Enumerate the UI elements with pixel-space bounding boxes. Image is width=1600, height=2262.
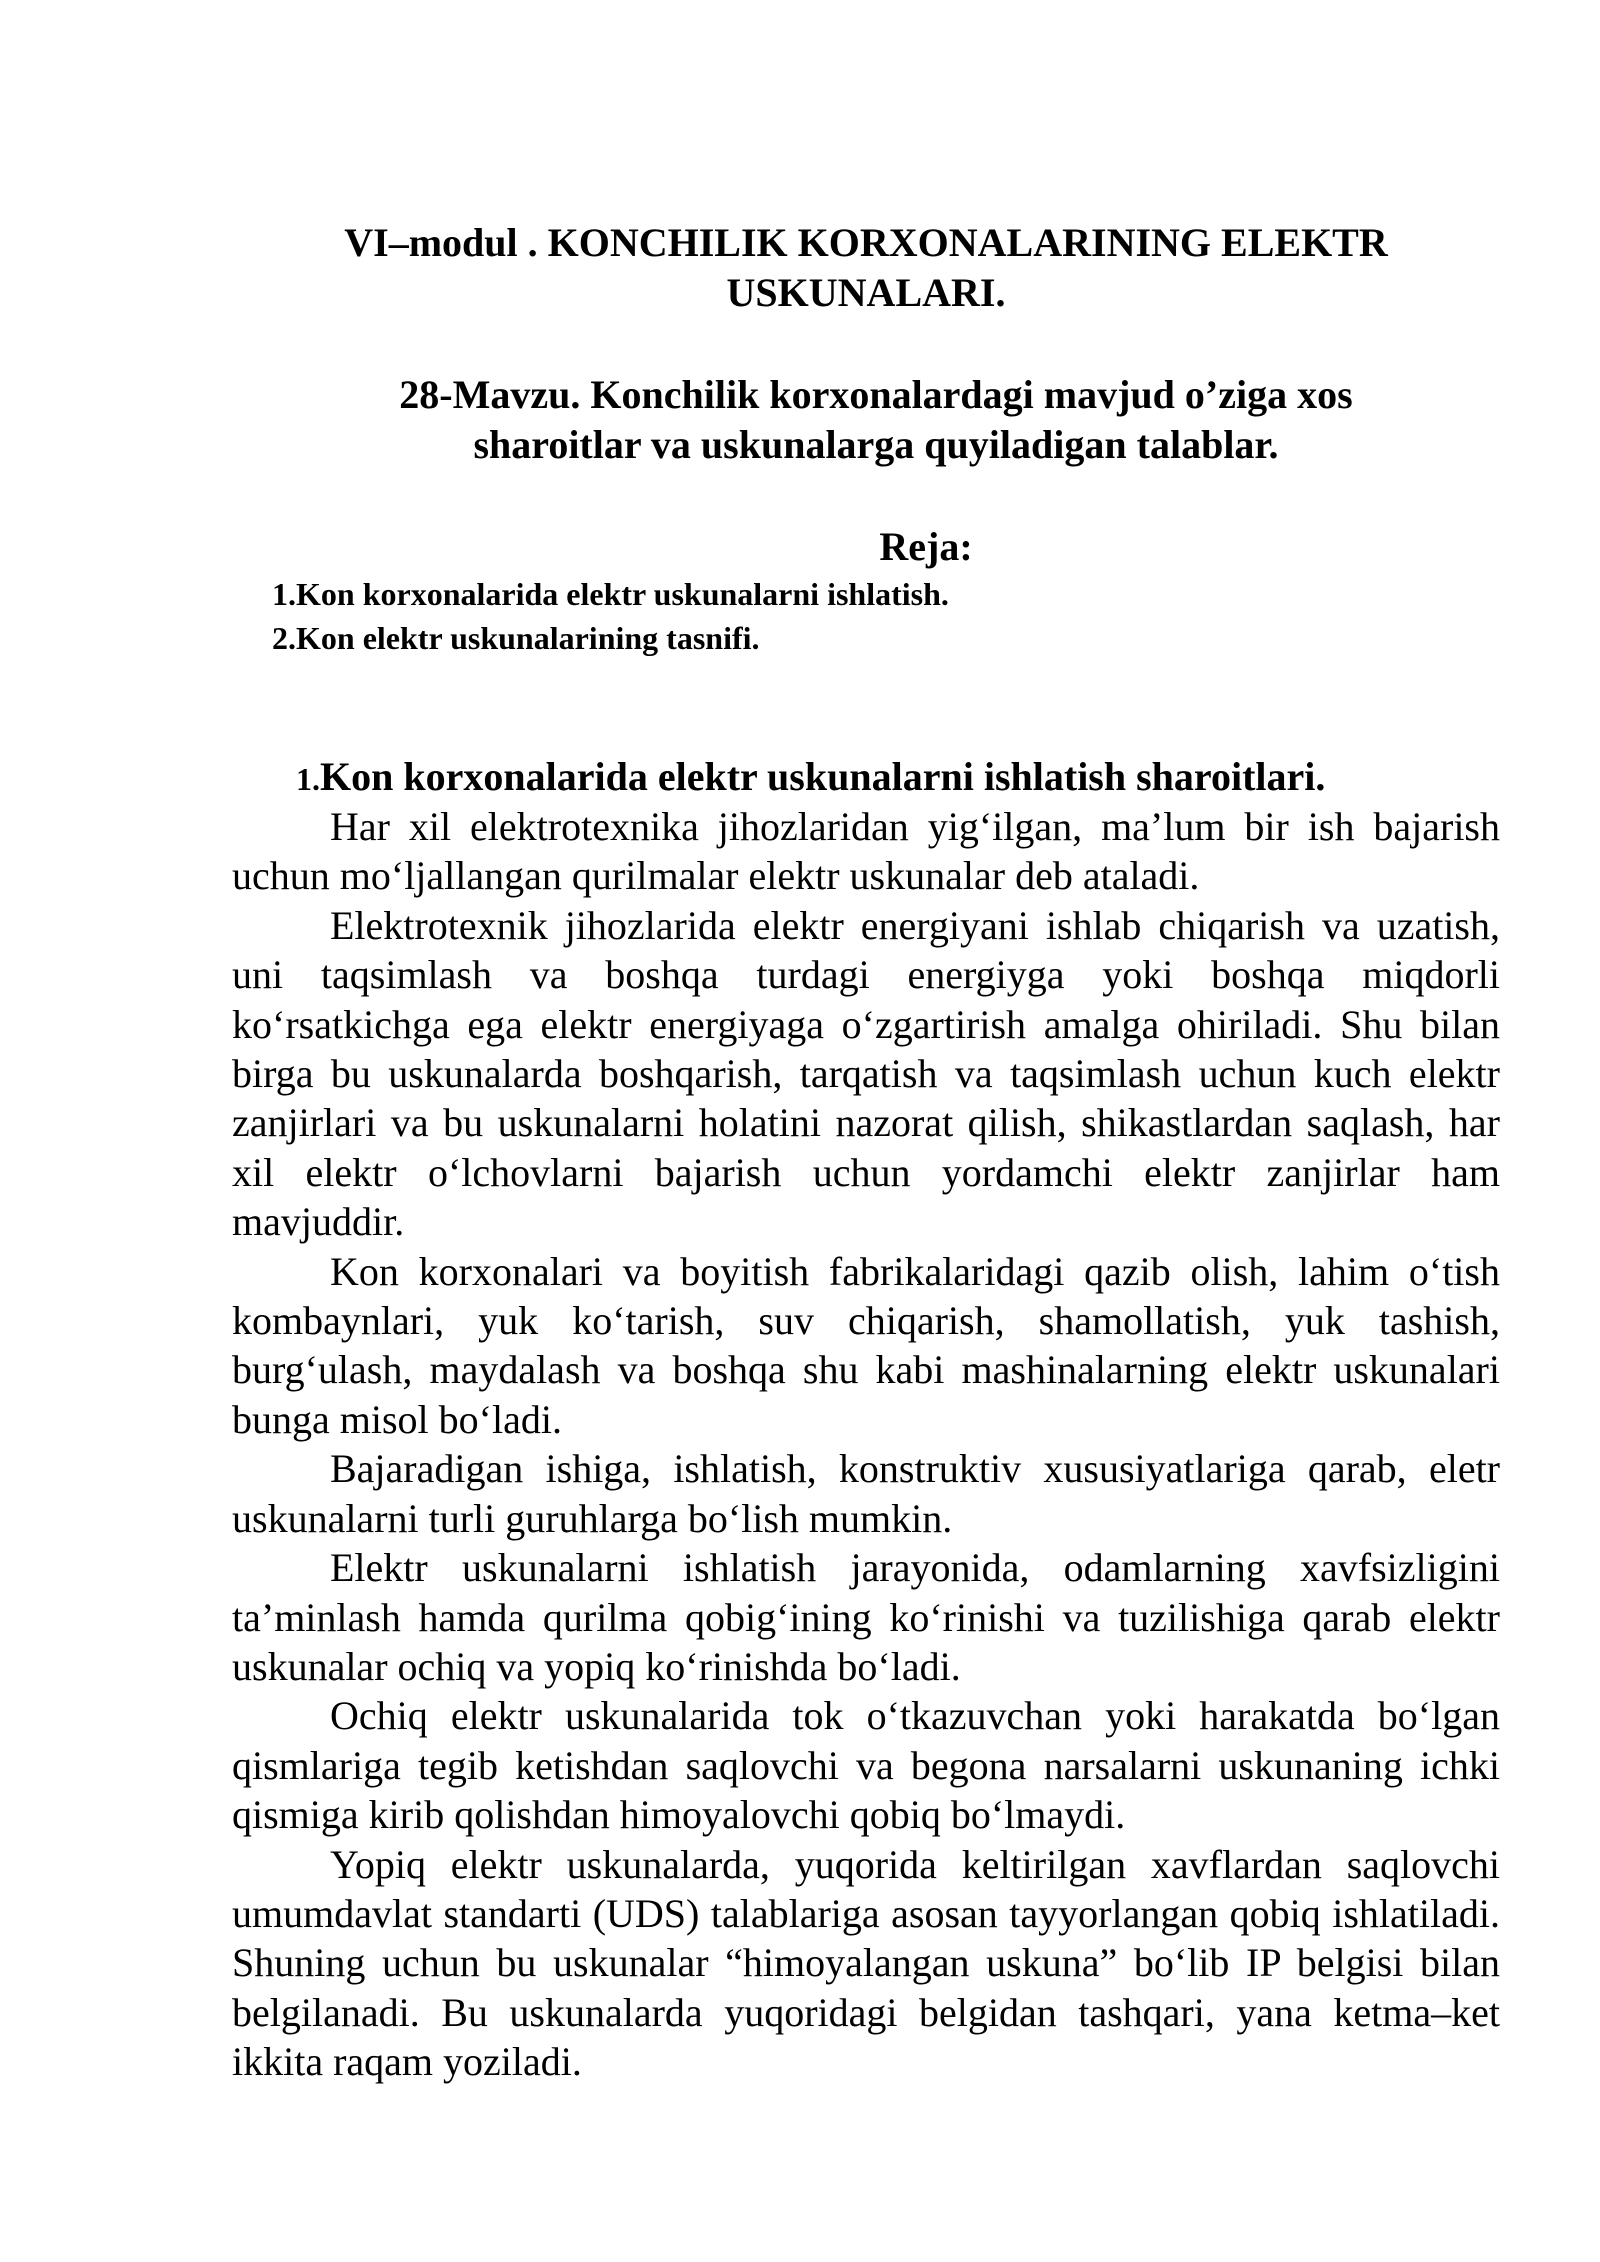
plan-list [272,572,949,660]
paragraph: Yopiq elektr uskunalarda, yuqorida keltirilgan xavflardan saqlovchi umumdavlat standarti (UDS) talablariga asosan tayyorlangan qobiq ishlatiladi. Shuning uchun bu uskunalar “himoyalangan uskuna” bo‘lib IP belgisi bilan belgilanadi. Bu uskunalarda yuqoridagi belgidan tashqari, yana ketma–ket ikkita raqam yoziladi. [232,1841,1500,2085]
paragraph: Elektrotexnik jihozlarida elektr energiyani ishlab chiqarish va uzatish, uni taqsimlash va boshqa turdagi energiyga yoki boshqa miqdorli ko‘rsatkichga ega elektr energiyaga o‘zgartirish amalga ohiriladi. Shu bilan birga bu uskunalarda boshqarish, tarqatish va taqsimlash uchun kuch elektr zanjirlari va bu uskunalarni holatini nazorat qilish, shikastlardan saqlash, har xil elektr o‘lchovlarni bajarish uchun yordamchi elektr zanjirlar ham mavjuddir. [232,902,1500,1245]
plan-item: 2.Kon elektr uskunalarining tasnifi. [272,620,760,656]
module-title: VI–modul . KONCHILIK KORXONALARINING ELEKTR USKUNALARI. [344,220,1388,315]
paragraph: Ochiq elektr uskunalarida tok o‘tkazuvchan yoki harakatda bo‘lgan qismlariga tegib ketishdan saqlovchi va begona narsalarni uskunaning ichki qismiga kirib qolishdan himoyalovchi qobiq bo‘lmaydi. [232,1693,1500,1838]
section-number: 1. [296,761,320,797]
paragraph: Elektr uskunalarni ishlatish jarayonida, odamlarning xavfsizligini ta’minlash hamda qurilma qobig‘ining ko‘rinishi va tuzilishiga qarab elektr uskunalar ochiq va yopiq ko‘rinishda bo‘ladi. [232,1545,1500,1689]
paragraph: Kon korxonalari va boyitish fabrikalaridagi qazib olish, lahim o‘tish kombaynlari, yuk ko‘tarish, suv chiqarish, shamollatish, yuk tashish, burg‘ulash, maydalash va boshqa shu kabi mashinalarning elektr uskunalari bunga misol bo‘ladi. [232,1248,1500,1442]
section-body [232,802,1500,2087]
section-heading-text: Kon korxonalarida elektr uskunalarni ishlatish sharoitlari. [320,754,1326,799]
section-heading [296,752,1396,804]
plan-item: 1.Kon korxonalarida elektr uskunalarni ishlatish. [272,576,949,612]
plan-heading: Reja: [879,524,973,569]
topic-title: 28-Mavzu. Konchilik korxonalardagi mavjud o’ziga xos sharoitlar va uskunalarga quyiladigan talablar. [399,372,1353,467]
paragraph: Har xil elektrotexnika jihozlaridan yig‘ilgan, ma’lum bir ish bajarish uchun mo‘ljallangan qurilmalar elektr uskunalar deb ataladi. [232,804,1500,899]
paragraph: Bajaradigan ishiga, ishlatish, konstruktiv xususiyatlariga qarab, eletr uskunalarni turli guruhlarga bo‘lish mumkin. [232,1446,1500,1541]
